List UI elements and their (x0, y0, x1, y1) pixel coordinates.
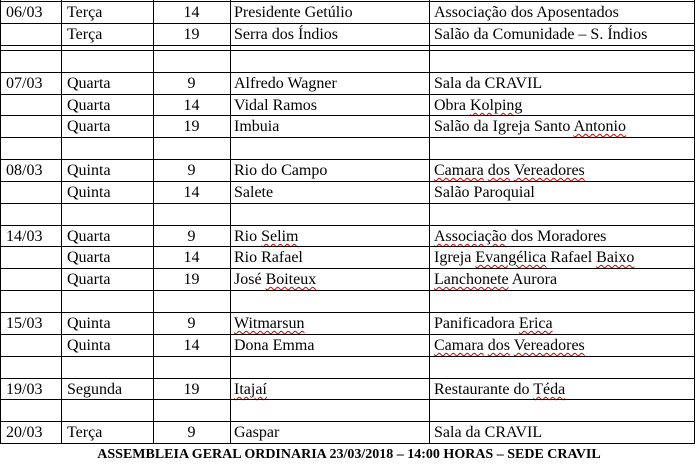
cell-date (6, 138, 56, 159)
cell-date (6, 182, 56, 203)
grid-line (0, 246, 695, 247)
table-row (0, 182, 695, 203)
cell-city (234, 204, 430, 225)
grid-line (0, 268, 695, 269)
cell-place: Associação dos Aposentados (434, 4, 619, 21)
grid-line (0, 399, 695, 400)
cell-num (153, 357, 230, 378)
grid-line (0, 45, 695, 46)
cell-num: 9 (187, 162, 196, 179)
cell-date (6, 269, 56, 290)
cell-num (153, 204, 230, 225)
cell-day: Quarta (67, 271, 111, 288)
cell-day: Quinta (67, 184, 111, 201)
grid-line (0, 181, 695, 182)
cell-place (434, 138, 694, 159)
cell-day: Quarta (67, 75, 111, 92)
grid-line (0, 312, 695, 313)
cell-date (6, 204, 56, 225)
cell-num: 14 (183, 184, 200, 201)
grid-column-line (61, 0, 62, 444)
cell-city: Imbuia (234, 118, 280, 135)
grid-column-line (153, 0, 154, 444)
cell-city: Vidal Ramos (234, 97, 318, 114)
grid-column-line (230, 0, 231, 444)
cell-day: Quarta (67, 118, 111, 135)
cell-day: Quarta (67, 249, 111, 266)
cell-num: 19 (183, 271, 200, 288)
table-spacer-row (0, 204, 695, 225)
cell-city: Itajaí (234, 381, 267, 398)
cell-date (6, 247, 56, 268)
cell-date: 19/03 (6, 381, 43, 398)
cell-day: Quarta (67, 97, 111, 114)
cell-day (67, 357, 152, 378)
table-spacer-row (0, 291, 695, 312)
cell-city: Serra dos Índios (234, 26, 338, 43)
cell-place: Salão Paroquial (434, 184, 535, 201)
cell-place: Camara dos Vereadores (434, 337, 585, 354)
cell-place: Lanchonete Aurora (434, 271, 558, 288)
grid-line (0, 23, 695, 24)
cell-place (434, 291, 694, 312)
cell-place (434, 204, 694, 225)
cell-place: Camara dos Vereadores (434, 162, 585, 179)
grid-line (0, 72, 695, 73)
cell-place: Salão da Igreja Santo Antonio (434, 118, 626, 135)
cell-num: 14 (183, 337, 200, 354)
cell-city: Presidente Getúlio (234, 4, 353, 21)
cell-city: Gaspar (234, 424, 280, 441)
cell-date: 14/03 (6, 228, 43, 245)
cell-day: Terça (67, 26, 103, 43)
cell-date (6, 51, 56, 72)
grid-line (0, 225, 695, 226)
cell-day: Terça (67, 4, 103, 21)
cell-day: Quinta (67, 337, 111, 354)
grid-line (0, 356, 695, 357)
cell-day: Quinta (67, 315, 111, 332)
table-spacer-row (0, 138, 695, 159)
cell-city (234, 291, 430, 312)
table-row (0, 226, 695, 247)
cell-place: Panificadora Erica (434, 315, 553, 332)
cell-place (434, 51, 694, 72)
cell-date (6, 95, 56, 116)
cell-city: Salete (234, 184, 274, 201)
grid-line (0, 378, 695, 379)
cell-place: Sala da CRAVIL (434, 75, 543, 92)
cell-date: 06/03 (6, 4, 43, 21)
cell-num: 9 (187, 75, 196, 92)
table-row (0, 269, 695, 290)
cell-day: Quarta (67, 228, 111, 245)
cell-date (6, 291, 56, 312)
table-row (0, 116, 695, 137)
grid-line (0, 203, 695, 204)
grid-line (0, 94, 695, 95)
grid-line (0, 290, 695, 291)
cell-day (67, 204, 152, 225)
cell-day (67, 51, 152, 72)
cell-city: José Boiteux (234, 271, 317, 288)
cell-num: 14 (183, 249, 200, 266)
cell-city: Rio Selim (234, 228, 299, 245)
cell-date: 20/03 (6, 424, 43, 441)
cell-num: 19 (183, 118, 200, 135)
cell-city (234, 138, 430, 159)
table-row (0, 160, 695, 181)
cell-place: Associação dos Moradores (434, 228, 607, 245)
cell-place: Sala da CRAVIL (434, 424, 543, 441)
cell-place: Restaurante do Téda (434, 381, 566, 398)
cell-day (67, 138, 152, 159)
cell-num (153, 400, 230, 421)
table-row (0, 73, 695, 94)
grid-line (0, 334, 695, 335)
cell-place (434, 400, 694, 421)
cell-num: 14 (183, 4, 200, 21)
grid-column-line (0, 0, 1, 444)
grid-line (0, 115, 695, 116)
cell-date (6, 116, 56, 137)
cell-num: 9 (187, 315, 196, 332)
cell-date: 15/03 (6, 315, 43, 332)
grid-line (0, 1, 695, 2)
grid-line (0, 421, 695, 422)
cell-date (6, 400, 56, 421)
cell-city: Rio Rafael (234, 249, 303, 266)
cell-place: Obra Kolping (434, 97, 523, 114)
grid-line (0, 159, 695, 160)
cell-city: Alfredo Wagner (234, 75, 337, 92)
table-row (0, 379, 695, 400)
cell-day: Terça (67, 424, 103, 441)
cell-day: Quinta (67, 162, 111, 179)
cell-num (153, 51, 230, 72)
cell-num: 14 (183, 97, 200, 114)
cell-place: Salão da Comunidade – S. Índios (434, 26, 648, 43)
table-row (0, 24, 695, 45)
cell-date: 08/03 (6, 162, 43, 179)
cell-date (6, 335, 56, 356)
cell-city (234, 51, 430, 72)
cell-num: 9 (187, 424, 196, 441)
table-row (0, 247, 695, 268)
grid-line (0, 50, 695, 51)
cell-city (234, 400, 430, 421)
cell-city: Dona Emma (234, 337, 315, 354)
cell-date: 07/03 (6, 75, 43, 92)
cell-day (67, 291, 152, 312)
cell-city: Rio do Campo (234, 162, 328, 179)
grid-line (0, 137, 695, 138)
grid-column-line (429, 0, 430, 444)
table-spacer-row (0, 357, 695, 378)
table-spacer-row (0, 400, 695, 421)
cell-num (153, 138, 230, 159)
cell-num: 9 (187, 228, 196, 245)
table-spacer-row (0, 51, 695, 72)
grid-column-line (694, 0, 695, 444)
cell-num: 19 (183, 26, 200, 43)
table-row (0, 335, 695, 356)
cell-date (6, 357, 56, 378)
cell-num (153, 291, 230, 312)
table-row (0, 313, 695, 334)
cell-num: 19 (183, 381, 200, 398)
assembly-footer: ASSEMBLEIA GERAL ORDINARIA 23/03/2018 – 14:00 HORAS – SEDE CRAVIL (97, 447, 601, 462)
cell-date (6, 24, 56, 45)
grid-line (0, 443, 695, 444)
table-row (0, 422, 695, 443)
table-row (0, 95, 695, 116)
cell-city (234, 357, 430, 378)
cell-place: Igreja Evangélica Rafael Baixo (434, 249, 635, 266)
cell-place (434, 357, 694, 378)
table-row (0, 2, 695, 23)
cell-day: Segunda (67, 381, 123, 398)
cell-day (67, 400, 152, 421)
cell-city: Witmarsun (234, 315, 305, 332)
